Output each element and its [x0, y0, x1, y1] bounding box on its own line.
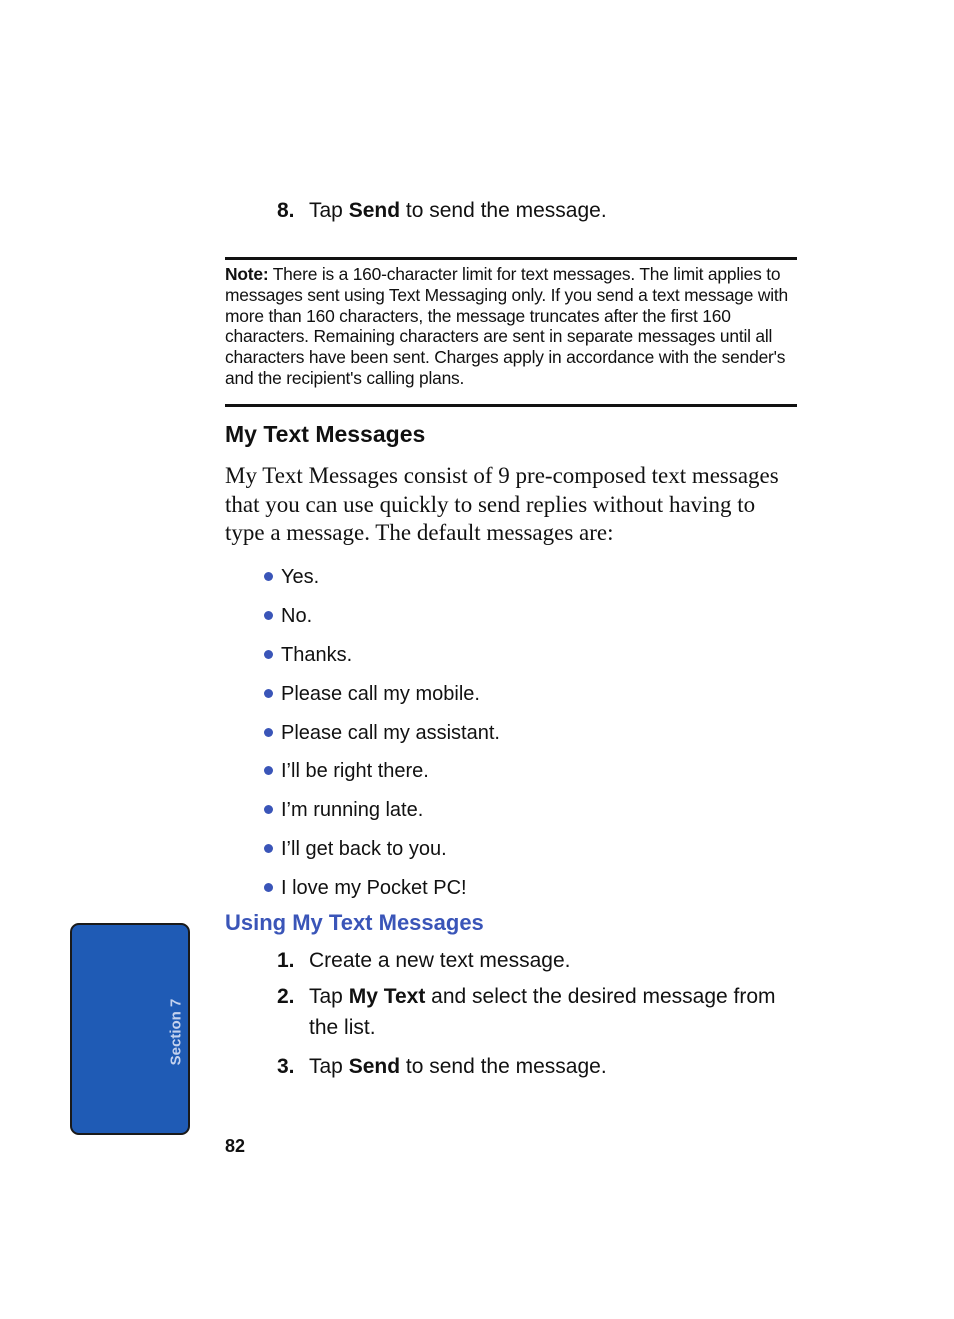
list-item: [262, 680, 500, 719]
step-text: [309, 1051, 789, 1082]
step-text: [309, 945, 789, 976]
section-tab-label: Section 7: [167, 998, 185, 1066]
bullet-icon: [264, 650, 273, 659]
list-item-text: Please call my assistant.: [281, 721, 500, 744]
step-text: [309, 981, 779, 1043]
list-item-text: I’m running late.: [281, 799, 424, 822]
list-item-text: Yes.: [281, 566, 320, 588]
step-text-pre: Tap: [309, 1055, 349, 1078]
step-number: 8.: [277, 199, 295, 222]
step-text-post: to send the message.: [400, 1055, 607, 1078]
list-item-text: No.: [281, 604, 313, 627]
bullet-icon: [264, 805, 273, 814]
step-text-pre: Create a new text message.: [309, 949, 571, 972]
list-item: [262, 719, 500, 758]
list-item: [262, 757, 500, 796]
step-text-bold: My Text: [348, 985, 426, 1008]
bullet-icon: [264, 728, 273, 737]
step-text-pre: Tap: [309, 199, 349, 222]
list-item-text: Thanks.: [281, 643, 353, 666]
section-title: My Text Messages: [225, 421, 426, 447]
step-number: 2.: [277, 985, 295, 1008]
message-list: [262, 563, 500, 913]
bullet-icon: [264, 611, 273, 620]
step-text: [309, 195, 789, 226]
section-intro: My Text Messages consist of 9 pre-composed text messages that you can use quickly to send replies without having to type a message. The default messages are:: [225, 463, 779, 545]
bullet-icon: [264, 844, 273, 853]
bullet-icon: [264, 766, 273, 775]
list-item: [262, 835, 500, 874]
list-item: [262, 563, 500, 602]
list-item-text: Please call my mobile.: [281, 682, 480, 705]
bullet-icon: [264, 689, 273, 698]
list-item-text: I’ll get back to you.: [281, 838, 447, 861]
list-item: [262, 796, 500, 835]
note-bottom-rule: [225, 404, 797, 407]
step-number: 1.: [277, 949, 295, 972]
list-item: [262, 874, 500, 913]
step-text-pre: Tap: [309, 985, 349, 1008]
bullet-icon: [264, 572, 273, 581]
bullet-icon: [264, 883, 273, 892]
step-number: 3.: [277, 1055, 295, 1078]
note-text: There is a 160-character limit for text messages. The limit applies to messages sent using Text Messaging only. If you send a text message with more than 160 characters, the message truncates after the first 160 characters. Remaining characters are sent in separate messages until all characters have been sent. Charges apply in accordance with the sender's and the recipient's calling plans.: [225, 264, 789, 388]
list-item: [262, 602, 500, 641]
note-top-rule: [225, 257, 797, 260]
note-label: Note:: [225, 264, 269, 284]
step-text-post: and select the desired message from the list.: [309, 985, 776, 1039]
list-item-text: I’ll be right there.: [281, 760, 429, 783]
subsection-title: Using My Text Messages: [225, 910, 484, 935]
page-number: 82: [225, 1136, 246, 1156]
note-box: [225, 264, 797, 389]
step-text-post: to send the message.: [400, 199, 607, 222]
list-item: [262, 641, 500, 680]
step-text-bold: Send: [348, 1055, 401, 1078]
list-item-text: I love my Pocket PC!: [281, 877, 467, 900]
step-text-bold: Send: [348, 199, 401, 222]
